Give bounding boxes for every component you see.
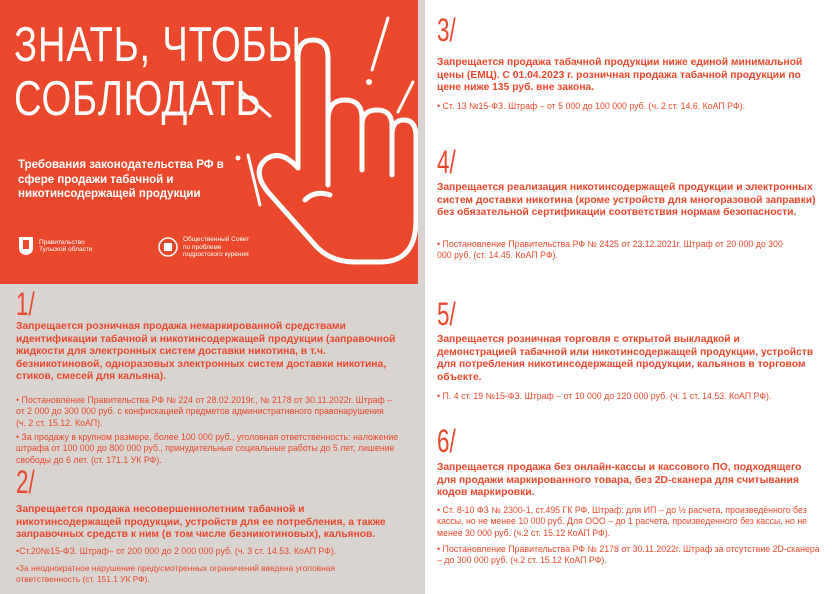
- section-5-heading: Запрещается розничная торговля с открытой выкладкой и демонстрацией табачной или никотинсодержащей продукции, устройств для потребления никотинсодержащей продукции, кальянов в торговом объекте.: [437, 334, 814, 383]
- section-5-6-panel: [425, 284, 835, 594]
- section-1-number: 1/: [16, 286, 35, 322]
- section-5-note: • П. 4 ст. 19 №15-ФЗ. Штраф – от 10 000 до 120 000 руб. (ч. 1 ст. 14.53. КоАП РФ).: [437, 391, 772, 401]
- council-logo: [158, 236, 253, 259]
- section-4-note: • Постановление Правительства РФ № 2425 от 23.12.2021г. Штраф от 20 000 до 300 000 руб. (ст. 14.45. КоАП РФ).: [437, 239, 783, 261]
- section-4-number: 4/: [437, 144, 456, 180]
- hero-subtitle: Требования законодательства РФ в сфере продажи табачной и никотинсодержащей продукции: [18, 159, 224, 200]
- section-1-note-1: • Постановление Правительства РФ № 224 от 28.02.2019г., № 2178 от 30.11.2022г. Штраф – от 2 000 до 300 000 руб. с конфискацией предметов административного правонарушения (ч. 2 ст. 15.12. КоАП).: [16, 395, 393, 428]
- section-6-heading: Запрещается продажа без онлайн-кассы и кассового ПО, подходящего для продажи маркированного товара, без 2D-сканера для считывания кодов маркировки.: [437, 462, 802, 499]
- section-1-2-panel: [0, 284, 418, 594]
- section-3-heading: Запрещается продажа табачной продукции ниже единой минимальной цены (ЕМЦ). С 01.04.2023 г. розничная продажа табачной продукции по цене ниже 135 руб. вне закона.: [437, 57, 803, 94]
- section-5-number: 5/: [437, 296, 456, 332]
- section-2-note-1: •Ст.20№15-ФЗ. Штраф– от 200 000 до 2 000 000 руб. (ч. 3 ст. 14.53. КоАП РФ).: [16, 546, 337, 556]
- section-2-note-2: •За неоднократное нарушение предусмотренных ограничений введена уголовная ответственность (ст. 151.1 УК РФ).: [16, 563, 336, 584]
- section-1-heading: Запрещается розничная продажа немаркированной средствами идентификации табачной и никотинсодержащей продукции (заправочной жидкости для электронных систем доставки никотина, в т.ч. безникотиновой, одноразовых электронных систем доставки никотина, стиков, смесей для кальяна).: [16, 321, 396, 383]
- section-2-heading: Запрещается продажа несовершеннолетним табачной и никотинсодержащей продукции, устройств для ее потребления, а также заправочных средств к ним (в том числе безникотиновых), кальянов.: [16, 504, 386, 541]
- section-1-note-2: • За продажу в крупном размере, более 100 000 руб., уголовная ответственность: наложение штрафа от 100 000 до 800 000 руб., принудительные социальные работы до 5 лет, лишение свободы до 6 лет. (ст. 171.1 УК РФ).: [16, 432, 399, 465]
- section-2-number: 2/: [16, 464, 35, 500]
- section-3-note: • Ст. 13 №15-ФЗ. Штраф – от 5 000 до 100 000 руб. (ч. 2 ст. 14.6. КоАП РФ).: [437, 101, 746, 111]
- title-line-1: ЗНАТЬ, ЧТОБЫ: [14, 18, 302, 72]
- section-6-note-1: • Ст. 8-10 ФЗ № 2300-1, ст.495 ГК РФ. Штраф: для ИП – до ½ расчета, произведённого без кассы, но не менее 10 000 руб. Для ООО – до 1 расчета, произведенного без кассы, но не менее 30 000 руб. (ч.2 ст. 15.12 КоАП РФ).: [437, 505, 808, 538]
- section-3-number: 3/: [437, 12, 456, 48]
- section-4-heading: Запрещается реализация никотинсодержащей продукции и электронных систем доставки никотина (кроме устройств для многоразовой заправки) без обязательной сертификации соответствия нормам безопасности.: [437, 182, 816, 219]
- hero-banner: [0, 0, 418, 284]
- title-line-2: СОБЛЮДАТЬ: [14, 72, 262, 126]
- council-emblem-icon: [158, 237, 178, 257]
- section-3-4-panel: [425, 0, 835, 284]
- section-6-note-2: • Постановление Правительства РФ № 2178 от 30.11.2022г. Штраф за отсутствие 2D-сканера – до 300 000 руб. (ч.2 ст. 15.12 КоАП РФ).: [437, 544, 820, 566]
- section-6-number: 6/: [437, 423, 456, 459]
- council-logo-text: Общественный Совет по проблеме подростского курения: [183, 236, 250, 258]
- government-logo-text: Правительство Тульской области: [39, 238, 93, 253]
- government-logo: [18, 236, 99, 256]
- coat-of-arms-icon: [18, 236, 34, 256]
